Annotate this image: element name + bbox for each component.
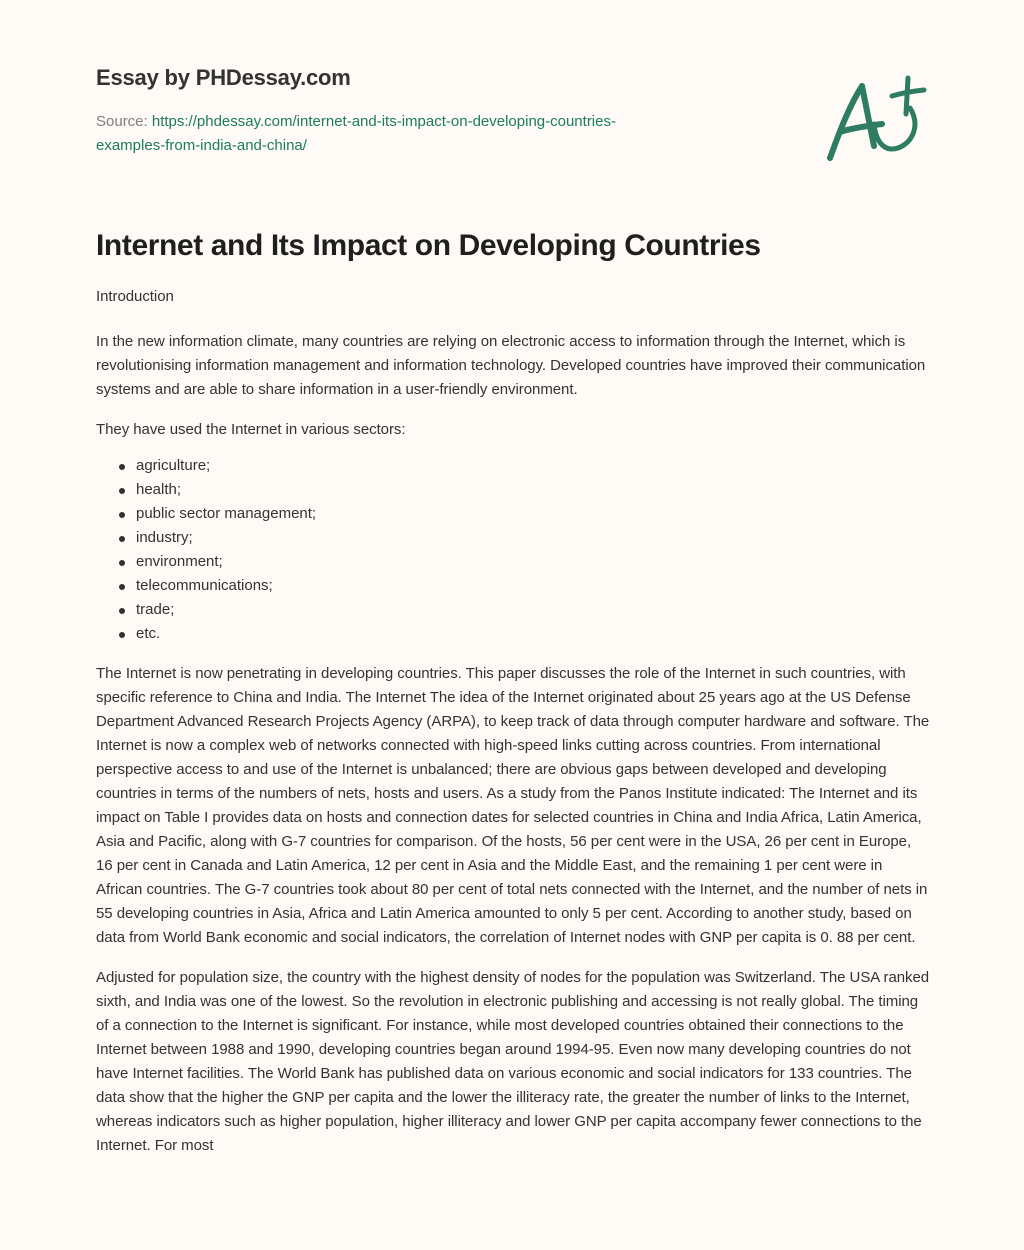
paragraph-4: Adjusted for population size, the country with the highest density of nodes for the population was Switzerland. The USA ranked sixth, and India was one of the lowest. So the revolution in electronic publishing and accessing is not really global. The timing of a connection to the Internet is significant. For instance, while most developed countries obtained their connections to the Internet between 1988 and 1990, developing countries began around 1994-95. Even now many developing countries do not have Internet facilities. The World Bank has published data on various economic and social indicators for 133 countries. The data show that the higher the GNP per capita and the lower the illiteracy rate, the greater the number of links to the Internet, whereas indicators such as higher population, higher illiteracy and lower GNP per capita accompany fewer connections to the Internet. For most xyxy=(96,969,930,1154)
source-link-line-2: examples-from-india-and-china/ xyxy=(96,137,307,154)
list-item: public sector management; xyxy=(136,502,930,526)
source-line xyxy=(96,110,736,158)
list-item: agriculture; xyxy=(136,454,930,478)
essay-content xyxy=(96,226,930,1158)
sectors-list xyxy=(96,454,930,646)
list-item: etc. xyxy=(136,622,930,646)
list-item: trade; xyxy=(136,598,930,622)
source-link[interactable] xyxy=(96,113,616,154)
list-item: health; xyxy=(136,478,930,502)
source-label: Source: xyxy=(96,113,152,130)
essay-title: Internet and Its Impact on Developing Countries xyxy=(96,229,761,262)
list-item: telecommunications; xyxy=(136,574,930,598)
list-item: environment; xyxy=(136,550,930,574)
paragraph-2: They have used the Internet in various sectors: xyxy=(96,421,406,438)
page-header xyxy=(96,62,736,158)
paragraph-3: The Internet is now penetrating in developing countries. This paper discusses the role of the Internet in such countries, with specific reference to China and India. The Internet The idea of the Internet originated about 25 years ago at the US Defense Department Advanced Research Projects Agency (ARPA), to keep track of data through computer hardware and software. The Internet is now a complex web of networks connected with high-speed links cutting across countries. From international perspective access to and use of the Internet is unbalanced; there are obvious gaps between developed and developing countries in terms of the numbers of nets, hosts and users. As a study from the Panos Institute indicated: The Internet and its impact on Table I provides data on hosts and connection dates for selected countries in China and India Africa, Latin America, Asia and Pacific, along with G-7 countries for comparison. Of the hosts, 56 per cent were in the USA, 26 per cent in Europe, 16 per cent in Canada and Latin America, 12 per cent in Asia and the Middle East, and the remaining 1 per cent were in African countries. The G-7 countries took about 80 per cent of total nets connected with the Internet, and the number of nets in 55 developing countries in Asia, Africa and Latin America amounted to only 5 per cent. According to another study, based on data from World Bank economic and social indicators, the correlation of Internet nodes with GNP per capita is 0. 88 per cent. xyxy=(96,665,930,946)
a-plus-grade-icon xyxy=(820,68,930,168)
paragraph-1: In the new information climate, many countries are relying on electronic access to information through the Internet, which is revolutionising information management and information technology. Developed countries have improved their communication systems and are able to share information in a user-friendly environment. xyxy=(96,333,926,398)
list-item: industry; xyxy=(136,526,930,550)
source-link-line-1: https://phdessay.com/internet-and-its-impact-on-developing-countries- xyxy=(151,113,616,130)
introduction-heading: Introduction xyxy=(96,288,174,305)
site-title: Essay by PHDessay.com xyxy=(96,65,351,90)
